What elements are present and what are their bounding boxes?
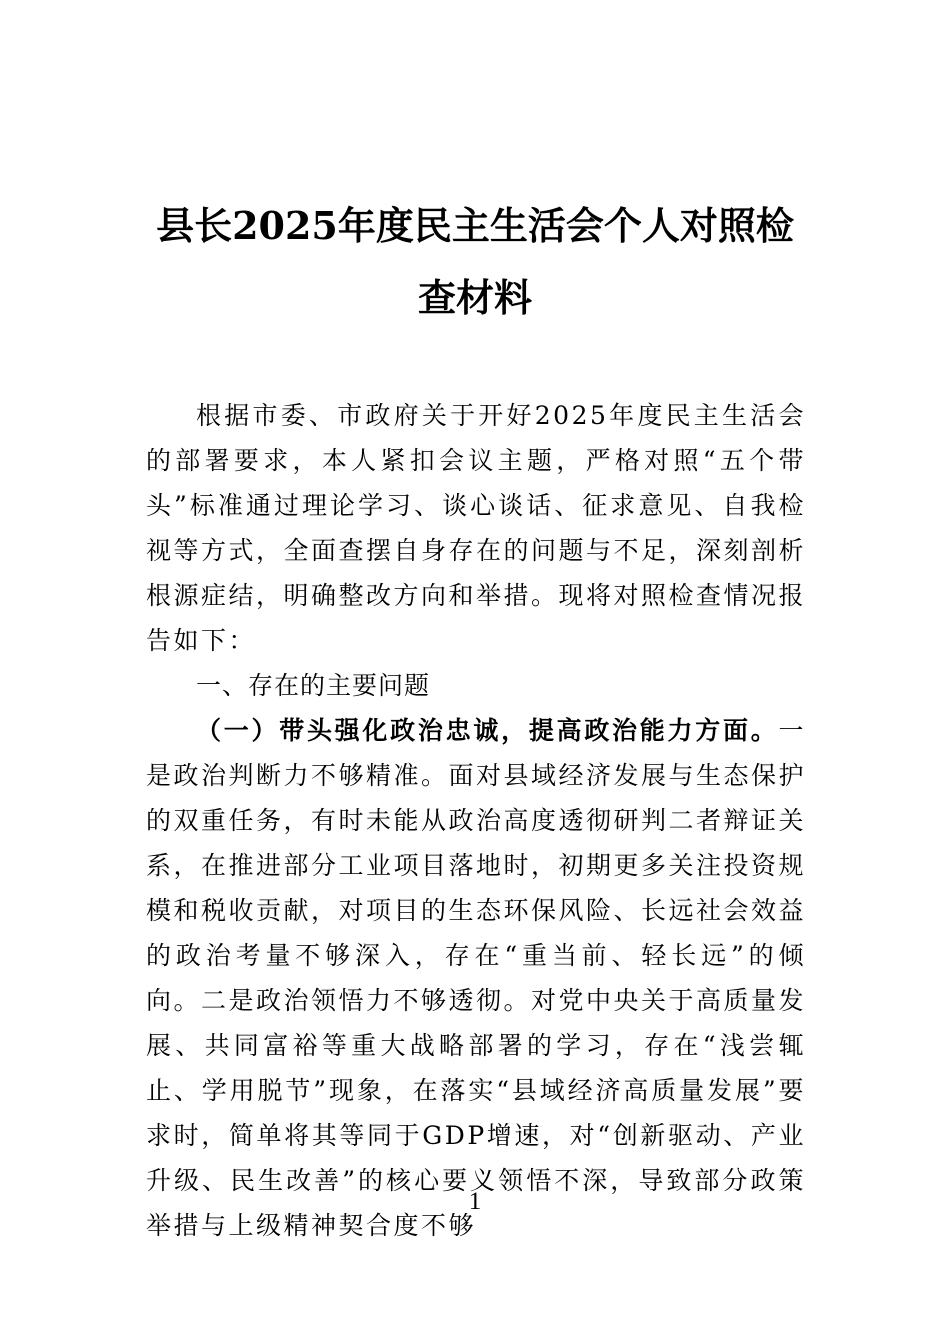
document-body — [146, 393, 806, 1248]
subsection-body: 一是政治判断力不够精准。面对县域经济发展与生态保护的双重任务，有时未能从政治高度透彻研判二者辩证关系，在推进部分工业项目落地时，初期更多关注投资规模和税收贡献，对项目的生态环保风险、长远社会效益的政治考量不够深入，存在“重当前、轻长远”的倾向。二是政治领悟力不够透彻。对党中央关于高质量发展、共同富裕等重大战略部署的学习，存在“浅尝辄止、学用脱节”现象，在落实“县域经济高质量发展”要求时，简单将其等同于GDP增速，对“创新驱动、产业升级、民生改善”的核心要义领悟不深，导致部分政策举措与上级精神契合度不够 — [146, 716, 807, 1240]
page-number: 1 — [468, 1188, 482, 1215]
section-heading: 一、存在的主要问题 — [196, 671, 431, 700]
subsection-lead: （一）带头强化政治忠诚，提高政治能力方面。 — [196, 716, 779, 745]
document-title: 县长2025年度民主生活会个人对照检查材料 — [156, 203, 794, 320]
subsection-paragraph — [146, 708, 806, 1248]
intro-paragraph: 根据市委、市政府关于开好2025年度民主生活会的部署要求，本人紧扣会议主题，严格对照“五个带头”标准通过理论学习、谈心谈话、征求意见、自我检视等方式，全面查摆自身存在的问题与不足，深刻剖析根源症结，明确整改方向和举措。现将对照检查情况报告如下： — [146, 401, 807, 655]
